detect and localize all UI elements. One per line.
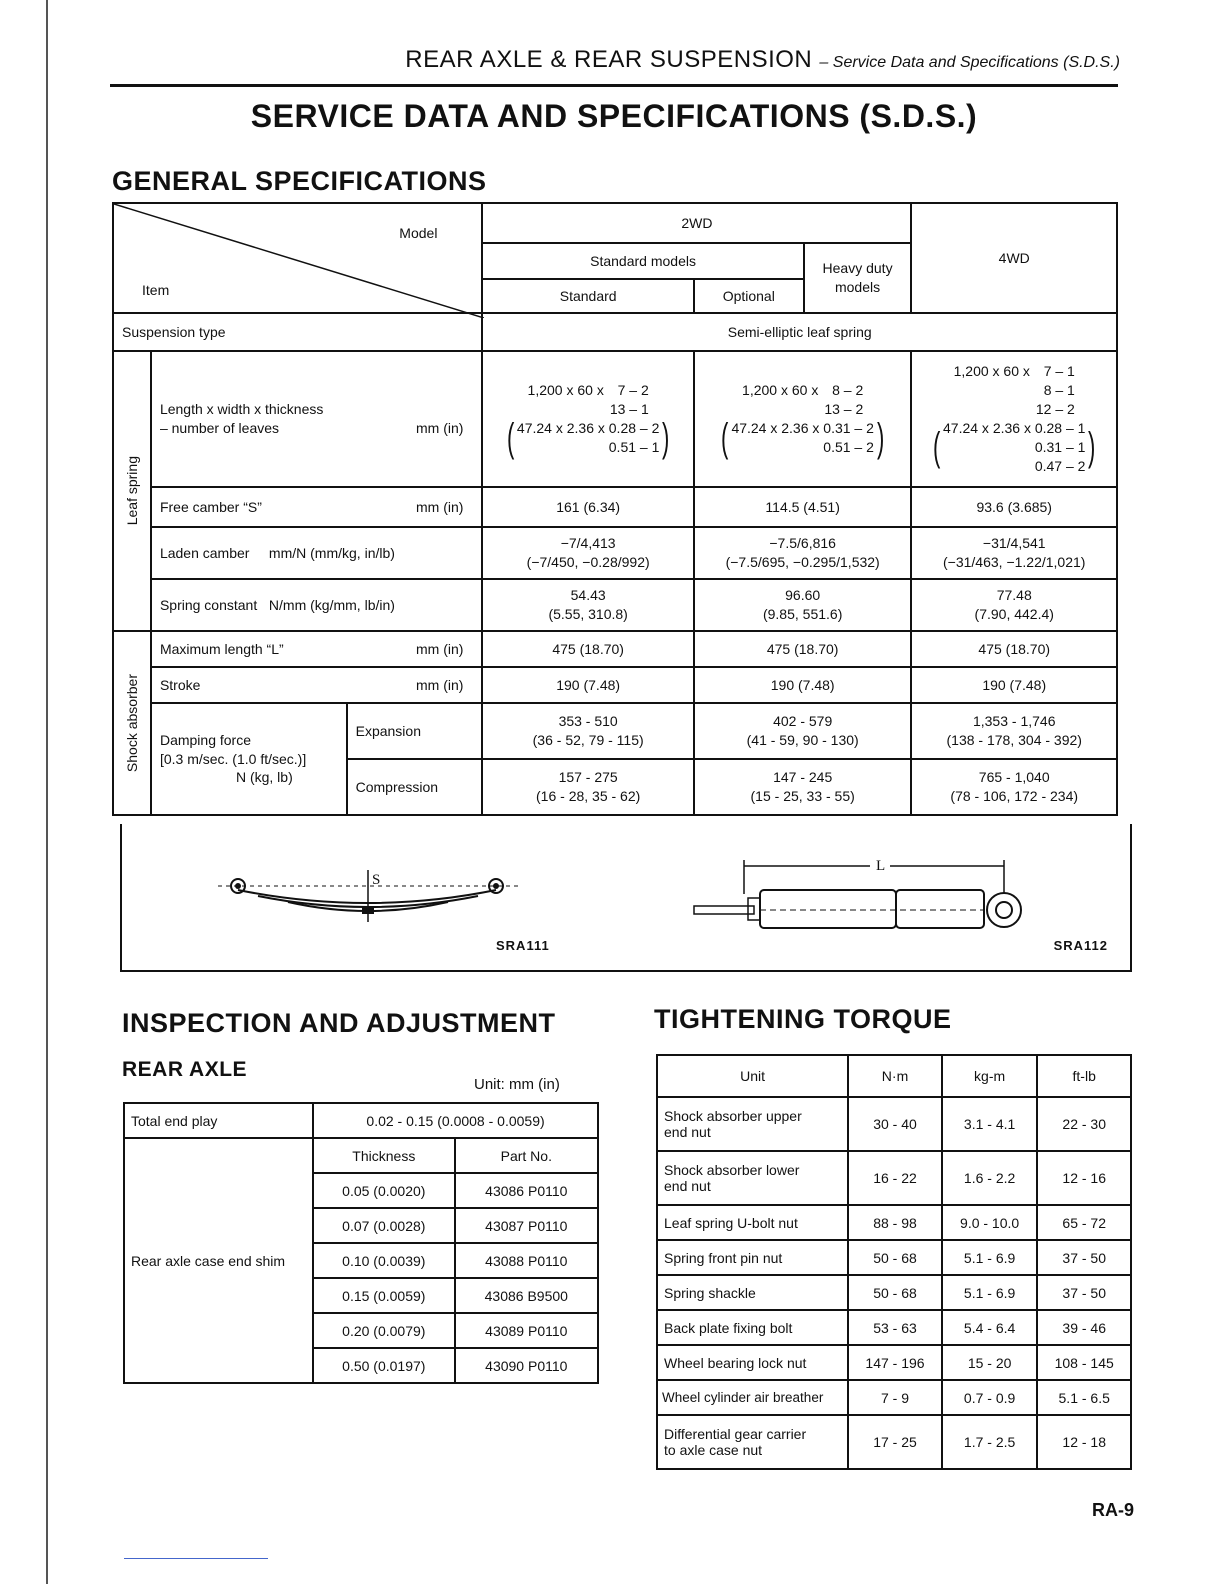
max-length-standard: 475 (18.70): [482, 631, 693, 667]
page-title: SERVICE DATA AND SPECIFICATIONS (S.D.S.): [250, 98, 978, 134]
kgm-header: kg-m: [942, 1055, 1038, 1097]
ftlb-header: ft-lb: [1037, 1055, 1131, 1097]
table-row: Wheel cylinder air breather 7 - 9 0.7 - 0.9 5.1 - 6.5: [657, 1380, 1131, 1415]
table-row: 0.10 (0.0039) 43088 P0110: [124, 1243, 598, 1278]
unit-note: Unit: mm (in): [474, 1076, 560, 1093]
table-row: Leaf spring U-bolt nut 88 - 98 9.0 - 10.0 65 - 72: [657, 1205, 1131, 1240]
table-row: 0.50 (0.0197) 43090 P0110: [124, 1348, 598, 1383]
col-standard: Standard: [482, 279, 693, 313]
table-row: 0.05 (0.0020) 43086 P0110: [124, 1173, 598, 1208]
stroke-label: Stroke mm (in): [151, 667, 482, 703]
laden-camber-standard: −7/4,413 (−7/450, −0.28/992): [482, 527, 693, 579]
nm-header: N·m: [848, 1055, 942, 1097]
model-item-header: [113, 203, 482, 313]
compression-standard: 157 - 275 (16 - 28, 35 - 62): [482, 759, 693, 815]
table-row: 0.07 (0.0028) 43087 P0110: [124, 1208, 598, 1243]
spring-constant-label: Spring constant N/mm (kg/mm, lb/in): [151, 579, 482, 631]
inspection-title: INSPECTION AND ADJUSTMENT: [122, 1008, 556, 1038]
shim-label: Rear axle case end shim: [124, 1138, 313, 1383]
col-optional: Optional: [694, 279, 804, 313]
page-left-rule: [46, 0, 48, 1584]
item-label: Item: [142, 282, 170, 299]
table-row: Spring shackle 50 - 68 5.1 - 6.9 37 - 50: [657, 1275, 1131, 1310]
max-length-optional: 475 (18.70): [694, 631, 912, 667]
length-4wd-value: 1,200 x 60 x 7 – 1 8 – 1 12 – 2 ( 47.24 x 2.36 x 0.28 – 1 0.31 – 1 0.47 – 2 ): [911, 351, 1117, 487]
rear-axle-table: [123, 1102, 599, 1384]
unit-header: Unit: [657, 1055, 848, 1097]
figure-panel: [120, 824, 1132, 972]
spring-constant-standard: 54.43 (5.55, 310.8): [482, 579, 693, 631]
max-length-4wd: 475 (18.70): [911, 631, 1117, 667]
length-standard-value: 1,200 x 60 x 7 – 2 13 – 1 ( 47.24 x 2.36 x 0.28 – 2 0.51 – 1 ): [482, 351, 693, 487]
header-diagonal-line: [114, 204, 484, 318]
free-camber-standard: 161 (6.34): [482, 487, 693, 527]
shock-absorber-group: Shock absorber: [113, 631, 151, 815]
laden-camber-4wd: −31/4,541 (−31/463, −1.22/1,021): [911, 527, 1117, 579]
free-camber-optional: 114.5 (4.51): [694, 487, 912, 527]
thickness-header: Thickness: [313, 1138, 455, 1173]
table-row: 0.20 (0.0079) 43089 P0110: [124, 1313, 598, 1348]
part-no-header: Part No.: [455, 1138, 598, 1173]
max-length-label: Maximum length “L” mm (in): [151, 631, 482, 667]
free-camber-4wd: 93.6 (3.685): [911, 487, 1117, 527]
stroke-optional: 190 (7.48): [694, 667, 912, 703]
shock-absorber-illustration: [690, 854, 1030, 940]
table-row: Shock absorber upper end nut 30 - 40 3.1 - 4.1 22 - 30: [657, 1097, 1131, 1151]
expansion-4wd: 1,353 - 1,746 (138 - 178, 304 - 392): [911, 703, 1117, 759]
expansion-label: Expansion: [347, 703, 483, 759]
spring-constant-4wd: 77.48 (7.90, 442.4): [911, 579, 1117, 631]
figure-code-right: SRA112: [1053, 938, 1108, 953]
header-rule: [110, 84, 1118, 87]
expansion-optional: 402 - 579 (41 - 59, 90 - 130): [694, 703, 912, 759]
damping-force-label: Damping force [0.3 m/sec. (1.0 ft/sec.)] N (kg, lb): [151, 703, 347, 815]
general-specifications-table: [112, 202, 1118, 816]
header-subtitle: – Service Data and Specifications (S.D.S.): [819, 54, 1120, 71]
length-label: Length x width x thickness – number of leaves mm (in): [151, 351, 482, 487]
compression-optional: 147 - 245 (15 - 25, 33 - 55): [694, 759, 912, 815]
table-row: 0.15 (0.0059) 43086 B9500: [124, 1278, 598, 1313]
expansion-standard: 353 - 510 (36 - 52, 79 - 115): [482, 703, 693, 759]
tightening-torque-title: TIGHTENING TORQUE: [654, 1004, 952, 1034]
stroke-standard: 190 (7.48): [482, 667, 693, 703]
general-specifications-title: GENERAL SPECIFICATIONS: [112, 166, 487, 196]
running-header: [405, 46, 1120, 74]
model-label: Model: [399, 225, 438, 241]
footer-line: [124, 1558, 268, 1559]
length-optional-value: 1,200 x 60 x 8 – 2 13 – 2 ( 47.24 x 2.36 x 0.31 – 2 0.51 – 2 ): [694, 351, 912, 487]
table-row: Spring front pin nut 50 - 68 5.1 - 6.9 37 - 50: [657, 1240, 1131, 1275]
laden-camber-label: Laden camber mm/N (mm/kg, in/lb): [151, 527, 482, 579]
suspension-type-value: Semi-elliptic leaf spring: [482, 313, 1117, 351]
table-row: Wheel bearing lock nut 147 - 196 15 - 20 108 - 145: [657, 1345, 1131, 1380]
spring-constant-optional: 96.60 (9.85, 551.6): [694, 579, 912, 631]
rear-axle-subtitle: REAR AXLE: [122, 1058, 248, 1081]
header-title: REAR AXLE & REAR SUSPENSION: [405, 46, 813, 73]
col-heavy-duty: Heavy duty models: [804, 243, 912, 313]
end-play-label: Total end play: [124, 1103, 313, 1138]
length-mark: L: [876, 858, 886, 874]
page-number: RA-9: [1091, 1500, 1134, 1520]
tightening-torque-table: [656, 1054, 1132, 1470]
col-4wd: 4WD: [911, 203, 1117, 313]
end-play-value: 0.02 - 0.15 (0.0008 - 0.0059): [313, 1103, 598, 1138]
table-row: Differential gear carrier to axle case nut 17 - 25 1.7 - 2.5 12 - 18: [657, 1415, 1131, 1469]
table-row: Back plate fixing bolt 53 - 63 5.4 - 6.4 39 - 46: [657, 1310, 1131, 1345]
table-row: Shock absorber lower end nut 16 - 22 1.6 - 2.2 12 - 16: [657, 1151, 1131, 1205]
compression-label: Compression: [347, 759, 483, 815]
compression-4wd: 765 - 1,040 (78 - 106, 172 - 234): [911, 759, 1117, 815]
col-standard-models: Standard models: [482, 243, 803, 279]
figure-code-left: SRA111: [496, 938, 550, 953]
camber-mark: S: [372, 872, 381, 888]
leaf-spring-group: Leaf spring: [113, 351, 151, 631]
stroke-4wd: 190 (7.48): [911, 667, 1117, 703]
laden-camber-optional: −7.5/6,816 (−7.5/695, −0.295/1,532): [694, 527, 912, 579]
suspension-type-label: Suspension type: [113, 313, 482, 351]
free-camber-label: Free camber “S” mm (in): [151, 487, 482, 527]
col-2wd: 2WD: [482, 203, 911, 243]
leaf-spring-illustration: [218, 860, 518, 930]
